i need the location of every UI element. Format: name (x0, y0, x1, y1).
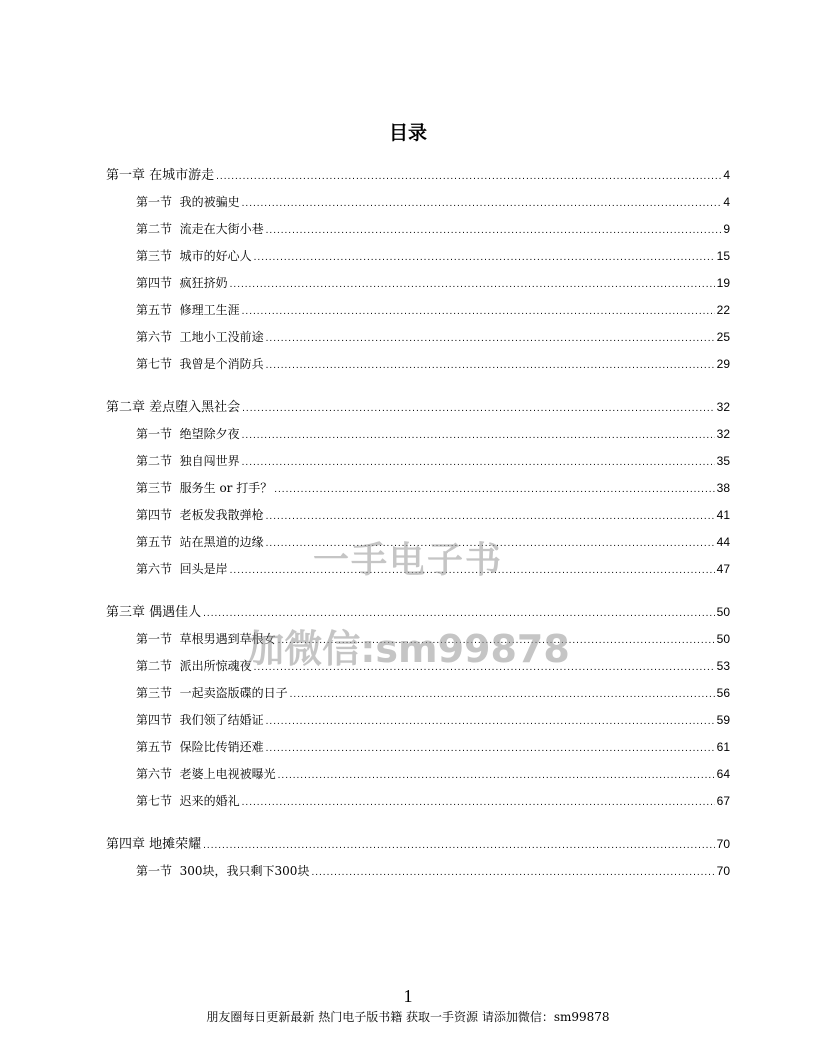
toc-section-entry[interactable] (106, 680, 730, 707)
toc-section-entry[interactable] (106, 858, 730, 885)
dot-leader (266, 735, 715, 762)
dot-leader (242, 190, 722, 217)
section-page-number: 41 (716, 508, 730, 522)
toc-section-entry[interactable] (106, 297, 730, 324)
toc-section-entry[interactable] (106, 502, 730, 529)
section-title: 第二节 流走在大街小巷 (136, 222, 264, 236)
dot-leader (242, 449, 715, 476)
dot-leader (242, 422, 715, 449)
section-page-number: 61 (716, 740, 730, 754)
section-page-number: 25 (716, 330, 730, 344)
toc-section-entry[interactable] (106, 626, 730, 653)
section-title: 第一节 300块，我只剩下300块 (136, 864, 310, 878)
dot-leader (290, 681, 715, 708)
dot-leader (274, 476, 714, 503)
section-page-number: 15 (716, 249, 730, 263)
toc-section-entry[interactable] (106, 351, 730, 378)
dot-leader (230, 271, 715, 298)
section-title: 第三节 一起卖盗版碟的日子 (136, 686, 288, 700)
chapter-gap (106, 815, 730, 831)
section-page-number: 9 (723, 222, 730, 236)
toc-section-entry[interactable] (106, 216, 730, 243)
footer-text: 朋友圈每日更新最新 热门电子版书籍 获取一手资源 请添加微信：sm99878 (206, 1010, 610, 1024)
section-title: 第二节 独自闯世界 (136, 454, 240, 468)
watermark-line-2: 加微信:sm99878 (246, 627, 570, 671)
watermark-line-1: 一手电子书 (312, 540, 503, 581)
toc-section-entry[interactable] (106, 788, 730, 815)
section-title: 第一节 草根男遇到草根女 (136, 632, 276, 646)
toc-section-entry[interactable] (106, 707, 730, 734)
dot-leader (203, 832, 715, 859)
toc-chapter-entry[interactable] (106, 162, 730, 189)
chapter-title: 第二章 差点堕入黑社会 (106, 400, 241, 415)
section-page-number: 19 (716, 276, 730, 290)
section-page-number: 67 (716, 794, 730, 808)
section-title: 第五节 保险比传销还难 (136, 740, 264, 754)
dot-leader (278, 762, 715, 789)
section-page-number: 29 (716, 357, 730, 371)
dot-leader (266, 352, 715, 379)
section-page-number: 56 (716, 686, 730, 700)
table-of-contents (106, 162, 730, 885)
section-page-number: 38 (716, 481, 730, 495)
section-title: 第二节 派出所惊魂夜 (136, 659, 252, 673)
toc-section-entry[interactable] (106, 421, 730, 448)
section-title: 第七节 我曾是个消防兵 (136, 357, 264, 371)
section-title: 第六节 老婆上电视被曝光 (136, 767, 276, 781)
toc-chapter-entry[interactable] (106, 831, 730, 858)
dot-leader (266, 708, 715, 735)
section-page-number: 44 (716, 535, 730, 549)
toc-section-entry[interactable] (106, 270, 730, 297)
dot-leader (242, 298, 715, 325)
dot-leader (242, 395, 715, 422)
toc-section-entry[interactable] (106, 189, 730, 216)
section-page-number: 64 (716, 767, 730, 781)
section-title: 第七节 迟来的婚礼 (136, 794, 240, 808)
dot-leader (216, 163, 721, 190)
dot-leader (254, 244, 715, 271)
section-page-number: 53 (716, 659, 730, 673)
dot-leader (242, 789, 715, 816)
chapter-page-number: 70 (716, 837, 730, 851)
dot-leader (254, 654, 715, 681)
toc-section-entry[interactable] (106, 243, 730, 270)
section-page-number: 70 (716, 864, 730, 878)
page-title: 目录 (388, 122, 427, 144)
chapter-page-number: 50 (716, 605, 730, 619)
section-title: 第四节 疯狂挤奶 (136, 276, 228, 290)
section-title: 第一节 绝望除夕夜 (136, 427, 240, 441)
section-title: 第六节 工地小工没前途 (136, 330, 264, 344)
dot-leader (203, 600, 715, 627)
section-page-number: 50 (716, 632, 730, 646)
toc-section-entry[interactable] (106, 324, 730, 351)
section-page-number: 22 (716, 303, 730, 317)
section-page-number: 35 (716, 454, 730, 468)
section-title: 第三节 服务生 or 打手？ (136, 481, 273, 495)
chapter-gap (106, 378, 730, 394)
section-title: 第六节 回头是岸 (136, 562, 228, 576)
footer-page-number: 1 (403, 986, 413, 1006)
toc-chapter-entry[interactable] (106, 599, 730, 626)
toc-section-entry[interactable] (106, 653, 730, 680)
dot-leader (311, 859, 714, 886)
section-title: 第五节 修理工生涯 (136, 303, 240, 317)
dot-leader (266, 217, 722, 244)
section-title: 第四节 我们领了结婚证 (136, 713, 264, 727)
chapter-title: 第一章 在城市游走 (106, 168, 215, 183)
chapter-page-number: 32 (716, 400, 730, 414)
toc-section-entry[interactable] (106, 448, 730, 475)
toc-section-entry[interactable] (106, 734, 730, 761)
section-page-number: 59 (716, 713, 730, 727)
section-title: 第一节 我的被骗史 (136, 195, 240, 209)
toc-section-entry[interactable] (106, 556, 730, 583)
toc-chapter-entry[interactable] (106, 394, 730, 421)
dot-leader (230, 557, 715, 584)
dot-leader (266, 530, 715, 557)
toc-section-entry[interactable] (106, 761, 730, 788)
chapter-gap (106, 583, 730, 599)
dot-leader (266, 503, 715, 530)
chapter-page-number: 4 (723, 168, 730, 182)
section-page-number: 47 (716, 562, 730, 576)
section-title: 第四节 老板发我散弹枪 (136, 508, 264, 522)
toc-section-entry[interactable] (106, 529, 730, 556)
section-title: 第五节 站在黑道的边缘 (136, 535, 264, 549)
section-page-number: 32 (716, 427, 730, 441)
dot-leader (278, 627, 715, 654)
toc-section-entry[interactable] (106, 475, 730, 502)
dot-leader (266, 325, 715, 352)
section-title: 第三节 城市的好心人 (136, 249, 252, 263)
chapter-title: 第三章 偶遇佳人 (106, 605, 202, 620)
chapter-title: 第四章 地摊荣耀 (106, 837, 202, 852)
section-page-number: 4 (723, 195, 730, 209)
